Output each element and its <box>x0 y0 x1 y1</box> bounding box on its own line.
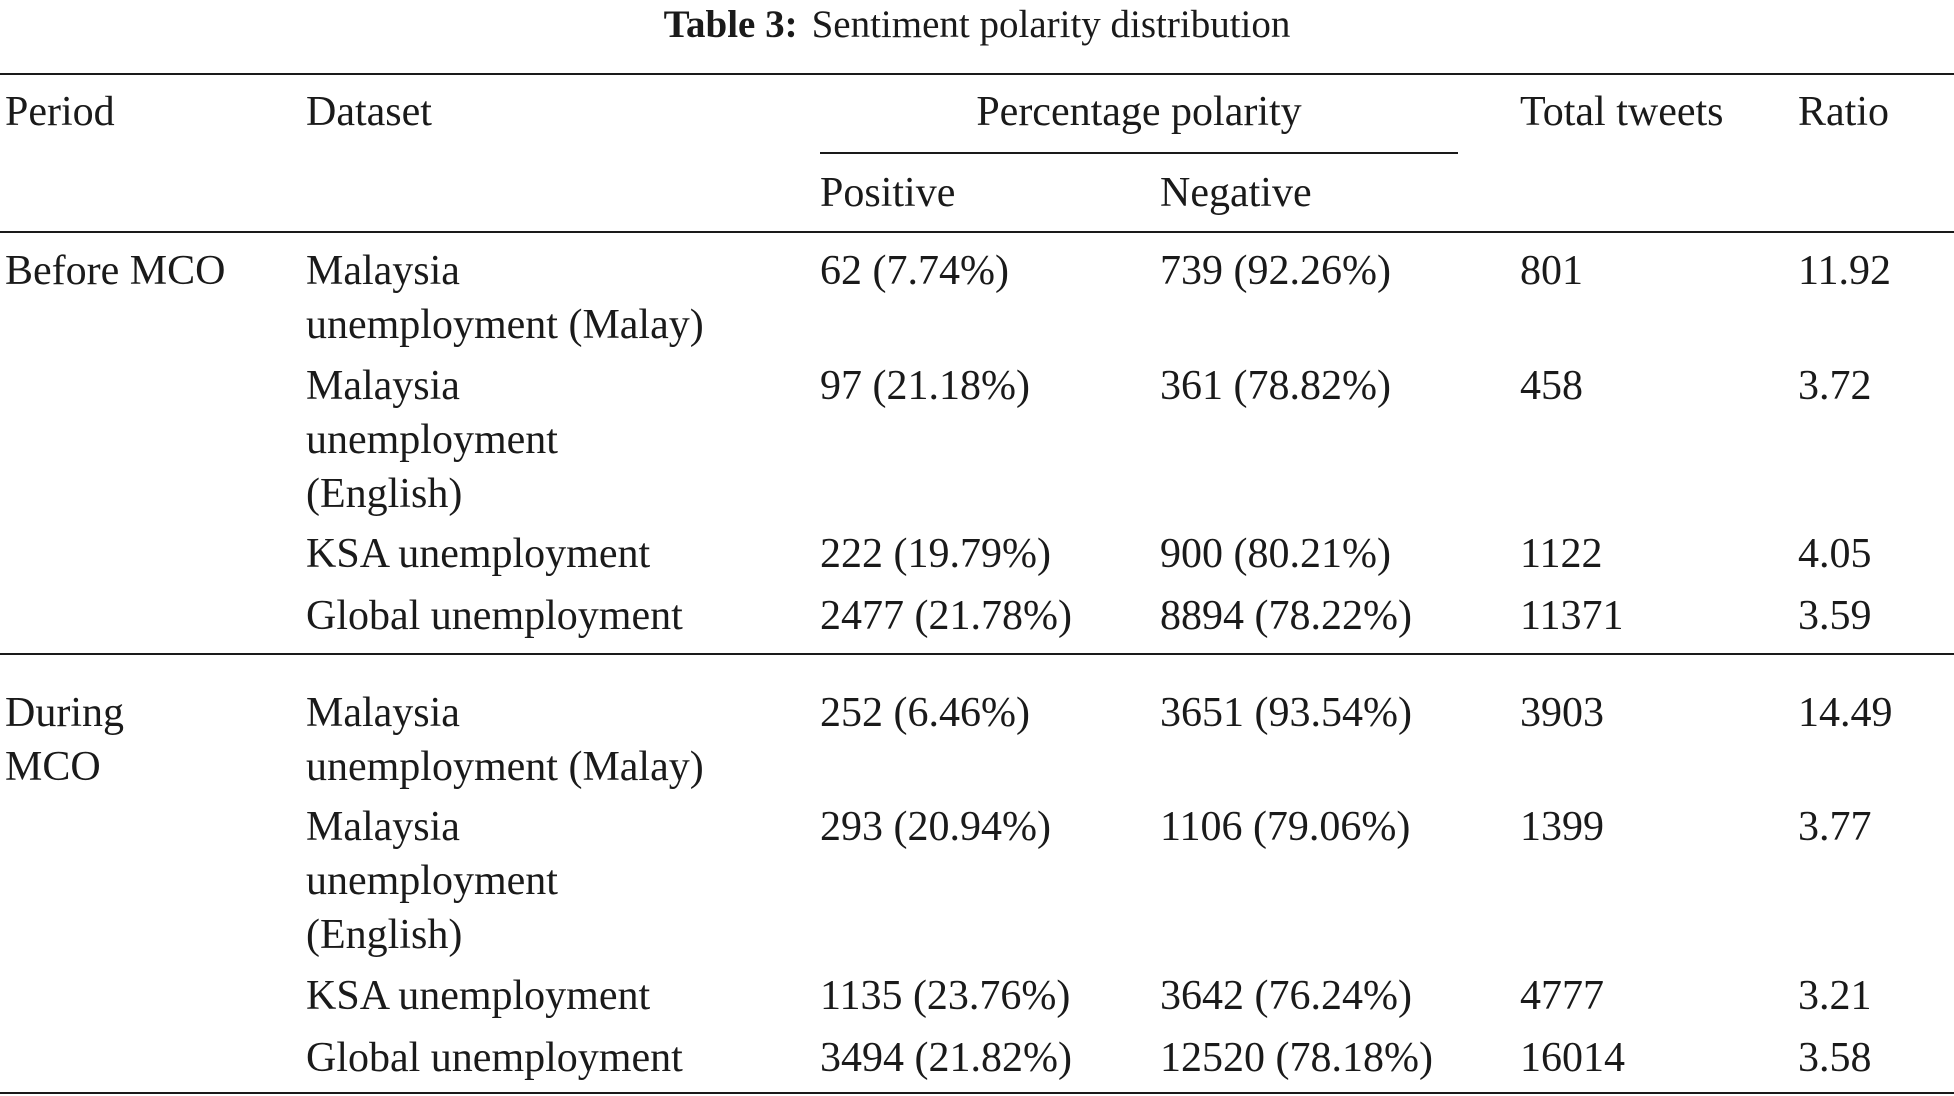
ratio-cell: 3.59 <box>1798 593 1872 639</box>
period-label: Before MCO <box>5 248 226 294</box>
dataset-name: Malaysia <box>306 690 460 736</box>
positive-cell: 252 (6.46%) <box>820 690 1030 736</box>
group-separator-rule <box>0 653 1954 655</box>
ratio-cell: 3.21 <box>1798 973 1872 1019</box>
total-tweets-cell: 1399 <box>1520 804 1604 850</box>
positive-cell: 1135 (23.76%) <box>820 973 1071 1019</box>
period-label: MCO <box>5 744 101 790</box>
dataset-name: (English) <box>306 912 463 958</box>
ratio-cell: 3.77 <box>1798 804 1872 850</box>
dataset-name: Global unemployment <box>306 593 683 639</box>
percentage-polarity-rule <box>820 152 1458 154</box>
positive-cell: 2477 (21.78%) <box>820 593 1072 639</box>
table-bottom-rule <box>0 1092 1954 1094</box>
total-tweets-cell: 1122 <box>1520 531 1603 577</box>
negative-cell: 900 (80.21%) <box>1160 531 1391 577</box>
negative-cell: 8894 (78.22%) <box>1160 593 1412 639</box>
dataset-name: unemployment (Malay) <box>306 302 704 348</box>
dataset-name: Malaysia <box>306 248 460 294</box>
ratio-cell: 4.05 <box>1798 531 1872 577</box>
negative-cell: 1106 (79.06%) <box>1160 804 1411 850</box>
dataset-name: (English) <box>306 471 463 517</box>
total-tweets-cell: 4777 <box>1520 973 1604 1019</box>
dataset-name: KSA unemployment <box>306 531 651 577</box>
positive-cell: 97 (21.18%) <box>820 363 1030 409</box>
table-caption <box>0 0 1954 60</box>
header-ratio: Ratio <box>1798 89 1889 135</box>
header-negative: Negative <box>1160 170 1312 216</box>
ratio-cell: 14.49 <box>1798 690 1893 736</box>
total-tweets-cell: 458 <box>1520 363 1583 409</box>
dataset-name: Malaysia <box>306 804 460 850</box>
table-top-rule <box>0 73 1954 75</box>
dataset-name: Global unemployment <box>306 1035 683 1081</box>
positive-cell: 293 (20.94%) <box>820 804 1051 850</box>
period-label: During <box>5 690 124 736</box>
header-percentage-polarity: Percentage polarity <box>976 89 1302 135</box>
total-tweets-cell: 16014 <box>1520 1035 1625 1081</box>
header-bottom-rule <box>0 231 1954 233</box>
header-total-tweets: Total tweets <box>1520 89 1724 135</box>
negative-cell: 361 (78.82%) <box>1160 363 1391 409</box>
ratio-cell: 11.92 <box>1798 248 1891 294</box>
dataset-name: unemployment <box>306 417 558 463</box>
dataset-name: KSA unemployment <box>306 973 651 1019</box>
negative-cell: 3651 (93.54%) <box>1160 690 1412 736</box>
table-caption-label: Table 3: <box>663 3 798 46</box>
total-tweets-cell: 801 <box>1520 248 1583 294</box>
header-period: Period <box>5 89 115 135</box>
dataset-name: unemployment (Malay) <box>306 744 704 790</box>
dataset-name: unemployment <box>306 858 558 904</box>
ratio-cell: 3.58 <box>1798 1035 1872 1081</box>
positive-cell: 3494 (21.82%) <box>820 1035 1072 1081</box>
negative-cell: 739 (92.26%) <box>1160 248 1391 294</box>
positive-cell: 222 (19.79%) <box>820 531 1051 577</box>
negative-cell: 3642 (76.24%) <box>1160 973 1412 1019</box>
ratio-cell: 3.72 <box>1798 363 1872 409</box>
positive-cell: 62 (7.74%) <box>820 248 1009 294</box>
header-dataset: Dataset <box>306 89 432 135</box>
total-tweets-cell: 3903 <box>1520 690 1604 736</box>
table-caption-text: Sentiment polarity distribution <box>811 3 1291 46</box>
dataset-name: Malaysia <box>306 363 460 409</box>
negative-cell: 12520 (78.18%) <box>1160 1035 1433 1081</box>
total-tweets-cell: 11371 <box>1520 593 1624 639</box>
header-positive: Positive <box>820 170 956 216</box>
